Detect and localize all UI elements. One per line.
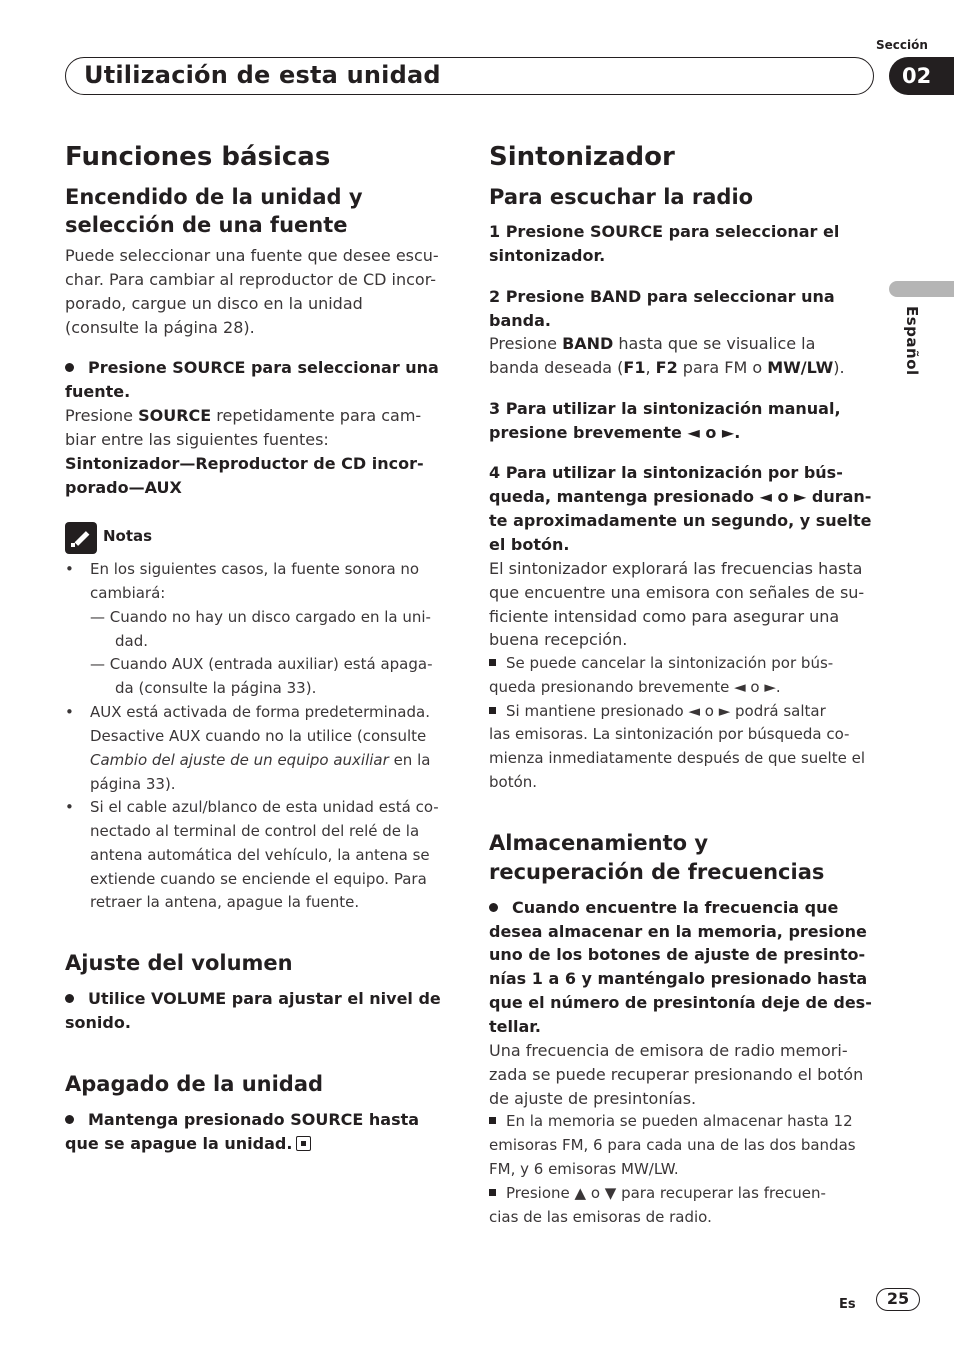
tip-item-1: Se puede cancelar la sintonización por bús- — [489, 652, 833, 676]
section-label: Sección — [876, 38, 928, 52]
square-bullet-icon — [489, 707, 496, 714]
heading-ajuste-volumen: Ajuste del volumen — [65, 951, 293, 975]
step-store-line3: uno de los botones de ajuste de presinto- — [489, 945, 866, 964]
step-4-line4: el botón. — [489, 535, 570, 554]
heading-apagado: Apagado de la unidad — [65, 1072, 324, 1096]
bullet-dot-icon — [65, 1115, 74, 1124]
tip-item-2-line4: botón. — [489, 773, 538, 791]
step-store: Cuando encuentre la frecuencia que — [489, 896, 838, 920]
tip-item-2: Si mantiene presionado ◄ o ► podrá saltar — [489, 700, 826, 724]
step-4-line2: queda, mantenga presionado ◄ o ► duran- — [489, 487, 872, 506]
note-item-2-line3: Cambio del ajuste de un equipo auxiliar en la — [90, 751, 431, 769]
step-3: 3 Para utilizar la sintonización manual, — [489, 399, 841, 418]
step-2-line2: banda. — [489, 311, 551, 330]
end-mark-icon — [296, 1136, 311, 1151]
step-source: Presione SOURCE para seleccionar una — [65, 356, 439, 380]
heading-almacenamiento-line2: recuperación de frecuencias — [489, 860, 825, 884]
step-1-line2: sintonizador. — [489, 246, 606, 265]
square-bullet-icon — [489, 1117, 496, 1124]
note-item-2: • AUX está activada de forma predeterminada. — [65, 703, 430, 721]
notes-title: Notas — [103, 527, 153, 545]
step-2: 2 Presione BAND para seleccionar una — [489, 287, 835, 306]
header-title: Utilización de esta unidad — [84, 61, 441, 89]
bullet-dot-icon — [489, 903, 498, 912]
section-header — [65, 57, 874, 95]
store-body: Una frecuencia de emisora de radio memori- — [489, 1041, 848, 1060]
note-item-1-line2: cambiará: — [90, 584, 166, 602]
note-item-2-line2: Desactive AUX cuando no la utilice (consulte — [90, 727, 427, 745]
step-4-body-line4: buena recepción. — [489, 630, 628, 649]
paragraph-line: (consulte la página 28). — [65, 318, 255, 337]
store-tip-2: Presione ▲ o ▼ para recuperar las frecuen- — [489, 1182, 826, 1206]
note-item-3-line3: antena automática del vehículo, la antena se — [90, 846, 430, 864]
heading-sintonizador: Sintonizador — [489, 142, 675, 172]
store-tip-1-line2: emisoras FM, 6 para cada una de las dos bandas — [489, 1136, 856, 1154]
heading-encendido-line2: selección de una fuente — [65, 213, 348, 237]
note-subitem-1-line2: dad. — [115, 632, 149, 650]
step-2-detail-line2: banda deseada (F1, F2 para FM o MW/LW). — [489, 358, 845, 377]
tip-item-2-line2: las emisoras. La sintonización por búsqueda co- — [489, 725, 850, 743]
step-4-body-line3: ficiente intensidad como para asegurar una — [489, 607, 840, 626]
page-number: 25 — [876, 1288, 920, 1311]
step-3-line2: presione brevemente ◄ o ►. — [489, 423, 741, 442]
step-1: 1 Presione SOURCE para seleccionar el — [489, 222, 840, 241]
note-item-3-line2: nectado al terminal de control del relé de la — [90, 822, 420, 840]
store-tip-2-line2: cias de las emisoras de radio. — [489, 1208, 712, 1226]
step-apagado-line2: que se apague la unidad. — [65, 1132, 311, 1156]
paragraph-line: Puede seleccionar una fuente que desee escu- — [65, 246, 439, 265]
step-apagado: Mantenga presionado SOURCE hasta — [65, 1108, 419, 1132]
step-source-line2: fuente. — [65, 382, 131, 401]
note-item-3: • Si el cable azul/blanco de esta unidad está co- — [65, 798, 439, 816]
tip-item-1-line2: queda presionando brevemente ◄ o ►. — [489, 678, 781, 696]
note-item-2-line4: página 33). — [90, 775, 176, 793]
tip-item-2-line3: mienza inmediatamente después de que suelte el — [489, 749, 865, 767]
side-language-label: Español — [903, 306, 921, 376]
sources-list-line1: Sintonizador—Reproductor de CD incor- — [65, 454, 424, 473]
step-4-line3: te aproximadamente un segundo, y suelte — [489, 511, 872, 530]
heading-escuchar-radio: Para escuchar la radio — [489, 185, 754, 209]
note-pencil-icon — [65, 522, 97, 554]
heading-almacenamiento-line1: Almacenamiento y — [489, 831, 709, 855]
note-subitem-1: — Cuando no hay un disco cargado en la uni- — [90, 608, 431, 626]
step-volume-line2: sonido. — [65, 1013, 131, 1032]
step-store-line4: nías 1 a 6 y manténgalo presionado hasta — [489, 969, 868, 988]
note-item-3-line5: retraer la antena, apague la fuente. — [90, 893, 360, 911]
sources-list-line2: porado—AUX — [65, 478, 182, 497]
store-body-line2: zada se puede recuperar presionando el botón — [489, 1065, 864, 1084]
footer-language-code: Es — [839, 1297, 856, 1312]
step-source-detail-line2: biar entre las siguientes fuentes: — [65, 430, 329, 449]
note-subitem-2-line2: da (consulte la página 33). — [115, 679, 317, 697]
heading-encendido-line1: Encendido de la unidad y — [65, 185, 363, 209]
store-body-line3: de ajuste de presintonías. — [489, 1089, 697, 1108]
note-item-1: • En los siguientes casos, la fuente sonora no — [65, 560, 420, 578]
step-4: 4 Para utilizar la sintonización por bús- — [489, 463, 843, 482]
step-2-detail: Presione BAND hasta que se visualice la — [489, 334, 816, 353]
language-tab-marker — [889, 281, 954, 297]
step-store-line6: tellar. — [489, 1017, 541, 1036]
step-4-body-line2: que encuentre una emisora con señales de su- — [489, 583, 865, 602]
square-bullet-icon — [489, 1189, 496, 1196]
paragraph-line: porado, cargue un disco en la unidad — [65, 294, 363, 313]
step-volume: Utilice VOLUME para ajustar el nivel de — [65, 987, 441, 1011]
step-4-body: El sintonizador explorará las frecuencias hasta — [489, 559, 863, 578]
step-store-line5: que el número de presintonía deje de des- — [489, 993, 872, 1012]
heading-funciones-basicas: Funciones básicas — [65, 142, 331, 172]
paragraph-line: char. Para cambiar al reproductor de CD incor- — [65, 270, 437, 289]
note-subitem-2: — Cuando AUX (entrada auxiliar) está apaga- — [90, 655, 433, 673]
store-tip-1: En la memoria se pueden almacenar hasta 12 — [489, 1110, 853, 1134]
square-bullet-icon — [489, 659, 496, 666]
bullet-dot-icon — [65, 363, 74, 372]
store-tip-1-line3: FM, y 6 emisoras MW/LW. — [489, 1160, 679, 1178]
step-source-detail: Presione SOURCE repetidamente para cam- — [65, 406, 422, 425]
bullet-dot-icon — [65, 994, 74, 1003]
note-item-3-line4: extiende cuando se enciende el equipo. Para — [90, 870, 427, 888]
section-number-badge: 02 — [889, 57, 954, 95]
step-store-line2: desea almacenar en la memoria, presione — [489, 922, 867, 941]
